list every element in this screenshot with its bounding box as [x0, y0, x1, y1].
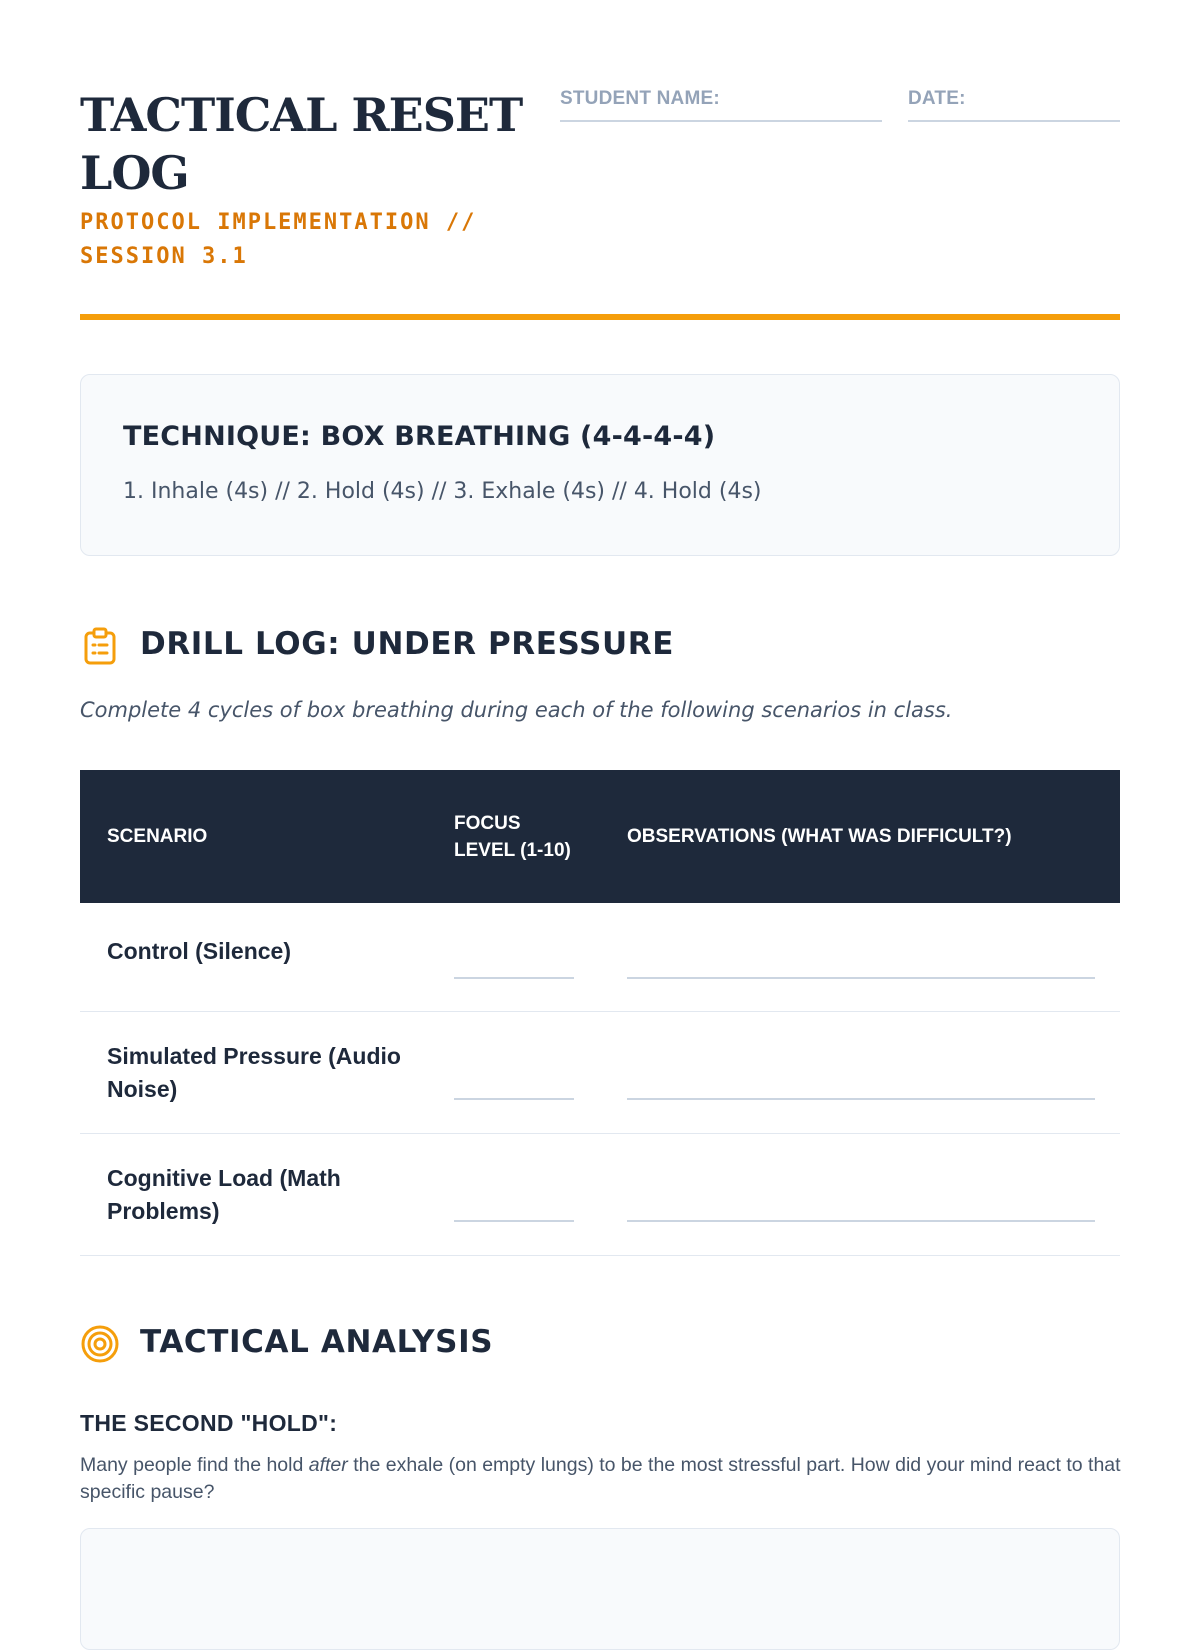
observations-input-line[interactable]: [627, 1098, 1095, 1100]
scenario-cell: Control (Silence): [107, 938, 292, 964]
second-hold-prompt: [80, 1452, 1130, 1506]
table-row: [80, 1134, 1120, 1256]
date-label: DATE:: [908, 88, 966, 109]
scenario-cell: Cognitive Load (Math Problems): [107, 1165, 341, 1224]
column-header-scenario: SCENARIO: [107, 826, 208, 847]
drill-instructions: Complete 4 cycles of box breathing during each of the following scenarios in class.: [80, 698, 953, 722]
table-header: [80, 770, 1120, 903]
prompt-text-after: the exhale (on empty lungs) to be the most stressful part. How did your mind react to that specific pause?: [80, 1454, 1121, 1503]
observations-input-line[interactable]: [627, 1220, 1095, 1222]
prompt-text-before: Many people find the hold: [80, 1454, 309, 1476]
table-row: [80, 1012, 1120, 1134]
table-row: [80, 903, 1120, 1012]
prompt-emphasis: after: [308, 1454, 348, 1476]
page-title: TACTICAL RESET LOG: [80, 88, 523, 200]
second-hold-heading: THE SECOND "HOLD":: [80, 1410, 338, 1436]
student-name-field[interactable]: [560, 88, 882, 122]
focus-input-line[interactable]: [454, 977, 574, 979]
technique-box: [80, 374, 1120, 556]
column-header-focus: FOCUS LEVEL (1-10): [454, 812, 571, 861]
clipboard-icon: [80, 626, 120, 666]
technique-title: TECHNIQUE: BOX BREATHING (4-4-4-4): [123, 421, 716, 452]
header-divider: [80, 314, 1120, 320]
focus-input-line[interactable]: [454, 1098, 574, 1100]
analysis-title: TACTICAL ANALYSIS: [140, 1324, 494, 1360]
answer-box[interactable]: [80, 1528, 1120, 1650]
column-header-observations: OBSERVATIONS (WHAT WAS DIFFICULT?): [627, 826, 1012, 847]
drill-log-table: [80, 770, 1120, 1256]
observations-input-line[interactable]: [627, 977, 1095, 979]
student-name-label: STUDENT NAME:: [560, 88, 720, 109]
page-subtitle: PROTOCOL IMPLEMENTATION // SESSION 3.1: [80, 210, 477, 269]
focus-input-line[interactable]: [454, 1220, 574, 1222]
technique-steps: 1. Inhale (4s) // 2. Hold (4s) // 3. Exhale (4s) // 4. Hold (4s): [123, 479, 762, 504]
date-field[interactable]: [908, 88, 1120, 122]
drill-log-title: DRILL LOG: UNDER PRESSURE: [140, 626, 675, 662]
target-icon: [80, 1324, 120, 1364]
scenario-cell: Simulated Pressure (Audio Noise): [107, 1043, 401, 1102]
header: [80, 86, 1120, 321]
